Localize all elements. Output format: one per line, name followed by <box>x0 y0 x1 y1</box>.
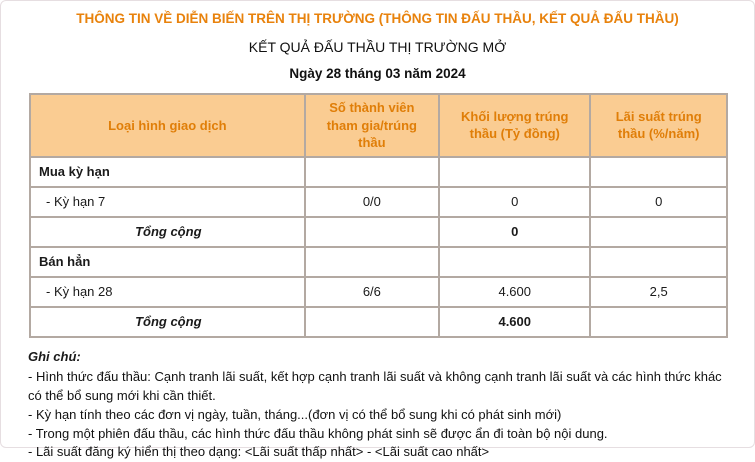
cell-members: 0/0 <box>305 187 440 217</box>
cell-rate: 0 <box>590 187 727 217</box>
page-header <box>1 1 754 81</box>
column-header-volume: Khối lượng trúng thầu (Tỷ đồng) <box>439 94 590 157</box>
table-row <box>30 187 727 217</box>
column-header-members: Số thành viên tham gia/trúng thầu <box>305 94 440 157</box>
column-header-rate: Lãi suất trúng thầu (%/năm) <box>590 94 727 157</box>
cell-rate <box>590 247 727 277</box>
table-row <box>30 217 727 247</box>
auction-results-table <box>29 93 728 338</box>
cell-volume: 0 <box>439 217 590 247</box>
cell-volume <box>439 247 590 277</box>
notes-heading: Ghi chú: <box>28 348 81 364</box>
cell-rate <box>590 217 727 247</box>
note-line: - Kỳ hạn tính theo các đơn vị ngày, tuần, tháng...(đơn vị có thể bổ sung khi có phát sinh mới) <box>28 406 562 422</box>
cell-volume <box>439 157 590 187</box>
notes-section <box>28 348 726 462</box>
note-line: - Hình thức đấu thầu: Cạnh tranh lãi suất, kết hợp cạnh tranh lãi suất và không cạnh tranh lãi suất và các hình thức khác có thể bổ sung mới khi cần thiết. <box>28 369 722 404</box>
cell-rate <box>590 307 727 337</box>
table-row <box>30 307 727 337</box>
cell-transaction-type: - Kỳ hạn 28 <box>30 277 305 307</box>
cell-members <box>305 307 440 337</box>
cell-rate <box>590 157 727 187</box>
cell-transaction-type: Tổng cộng <box>30 217 305 247</box>
cell-volume: 0 <box>439 187 590 217</box>
table-row <box>30 157 727 187</box>
note-line: - Trong một phiên đấu thầu, các hình thức đấu thầu không phát sinh sẽ được ẩn đi toàn bộ nội dung. <box>28 425 608 441</box>
cell-volume: 4.600 <box>439 277 590 307</box>
table-body <box>30 157 727 337</box>
cell-members <box>305 157 440 187</box>
table-header <box>30 94 727 157</box>
cell-transaction-type: Bán hẳn <box>30 247 305 277</box>
cell-volume: 4.600 <box>439 307 590 337</box>
page-subtitle: KẾT QUẢ ĐẤU THẦU THỊ TRƯỜNG MỞ <box>248 39 507 55</box>
cell-transaction-type: Tổng cộng <box>30 307 305 337</box>
table-row <box>30 277 727 307</box>
cell-members: 6/6 <box>305 277 440 307</box>
page-date: Ngày 28 tháng 03 năm 2024 <box>289 66 466 81</box>
column-header-transaction-type: Loại hình giao dịch <box>30 94 305 157</box>
table-row <box>30 247 727 277</box>
cell-rate: 2,5 <box>590 277 727 307</box>
table-header-row <box>30 94 727 157</box>
cell-members <box>305 217 440 247</box>
cell-transaction-type: - Kỳ hạn 7 <box>30 187 305 217</box>
note-line: - Lãi suất đăng ký hiển thị theo dạng: <Lãi suất thấp nhất> - <Lãi suất cao nhất> <box>28 444 490 460</box>
page-title: THÔNG TIN VỀ DIỄN BIẾN TRÊN THỊ TRƯỜNG (THÔNG TIN ĐẤU THẦU, KẾT QUẢ ĐẤU THẦU) <box>76 11 679 26</box>
cell-transaction-type: Mua kỳ hạn <box>30 157 305 187</box>
cell-members <box>305 247 440 277</box>
